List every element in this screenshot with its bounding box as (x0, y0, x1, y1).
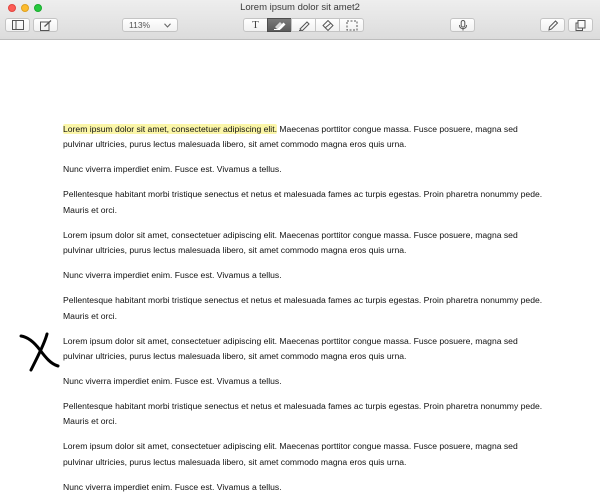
chevron-down-icon (164, 23, 171, 28)
selection-tool-button[interactable] (339, 18, 364, 32)
paragraph: Lorem ipsum dolor sit amet, consectetuer adipiscing elit. Maecenas porttitor congue massa. Fusce posuere, magna sed pulvinar ultricies, purus lectus malesuada libero, sit amet commodo magna eros quis urna. (63, 441, 518, 467)
paragraph: Nunc viverra imperdiet enim. Fusce est. Vivamus a tellus. (63, 270, 282, 281)
sidebar-button[interactable] (5, 18, 30, 32)
paragraph: Pellentesque habitant morbi tristique senectus et netus et malesuada fames ac turpis egestas. Proin pharetra nonummy pede. Mauris et orci. (63, 189, 543, 215)
shape-icon (322, 20, 334, 31)
selection-icon (346, 20, 358, 31)
edit-icon (40, 20, 52, 31)
paragraph: Nunc viverra imperdiet enim. Fusce est. Vivamus a tellus. (63, 376, 282, 387)
x-mark-icon[interactable] (18, 330, 62, 374)
pen-icon (547, 20, 559, 31)
text-tool-label: T (252, 18, 259, 31)
microphone-icon (458, 20, 468, 31)
title-bar (0, 0, 600, 40)
paragraph: Pellentesque habitant morbi tristique senectus et netus et malesuada fames ac turpis egestas. Proin pharetra nonummy pede. Mauris et orci. (63, 295, 543, 321)
paragraph: Lorem ipsum dolor sit amet, consectetuer adipiscing elit. Maecenas porttitor congue massa. Fusce posuere, magna sed pulvinar ultricies, purus lectus malesuada libero, sit amet commodo magna eros quis urna. (63, 335, 518, 362)
eraser-tool-button[interactable] (267, 18, 292, 32)
highlighter-icon (298, 20, 310, 31)
paragraph-1 (63, 122, 543, 153)
highlighter-tool-button[interactable] (291, 18, 316, 32)
sidebar-icon (12, 20, 24, 30)
zoom-select[interactable] (122, 18, 178, 32)
paragraph: Nunc viverra imperdiet enim. Fusce est. Vivamus a tellus. (63, 164, 282, 175)
window-title: Lorem ipsum dolor sit amet2 (240, 2, 360, 13)
paragraph: Nunc viverra imperdiet enim. Fusce est. Vivamus a tellus. (63, 481, 282, 492)
copy-icon (575, 20, 586, 31)
shape-tool-button[interactable] (315, 18, 340, 32)
paragraph: Pellentesque habitant morbi tristique senectus et netus et malesuada fames ac turpis egestas. Proin pharetra nonummy pede. Mauris et orci. (63, 401, 543, 427)
paragraph-1-rest: Maecenas porttitor congue massa. Fusce posuere, magna sed pulvinar ultricies, purus lectus malesuada libero, sit amet commodo magna eros quis urna. (63, 124, 518, 150)
paragraph: Lorem ipsum dolor sit amet, consectetuer adipiscing elit. Maecenas porttitor congue massa. Fusce posuere, magna sed pulvinar ultricies, purus lectus malesuada libero, sit amet commodo magna eros quis urna. (63, 229, 518, 256)
document-page (63, 122, 543, 499)
edit-button[interactable] (33, 18, 58, 32)
highlighted-text[interactable]: Lorem ipsum dolor sit amet, consectetuer adipiscing elit. (63, 124, 277, 134)
eraser-icon (274, 20, 286, 30)
microphone-button[interactable] (450, 18, 475, 32)
text-tool-button[interactable] (243, 18, 268, 32)
markup-tools (243, 18, 364, 32)
pen-button[interactable] (540, 18, 565, 32)
zoom-value: 113% (129, 20, 151, 30)
copy-button[interactable] (568, 18, 593, 32)
